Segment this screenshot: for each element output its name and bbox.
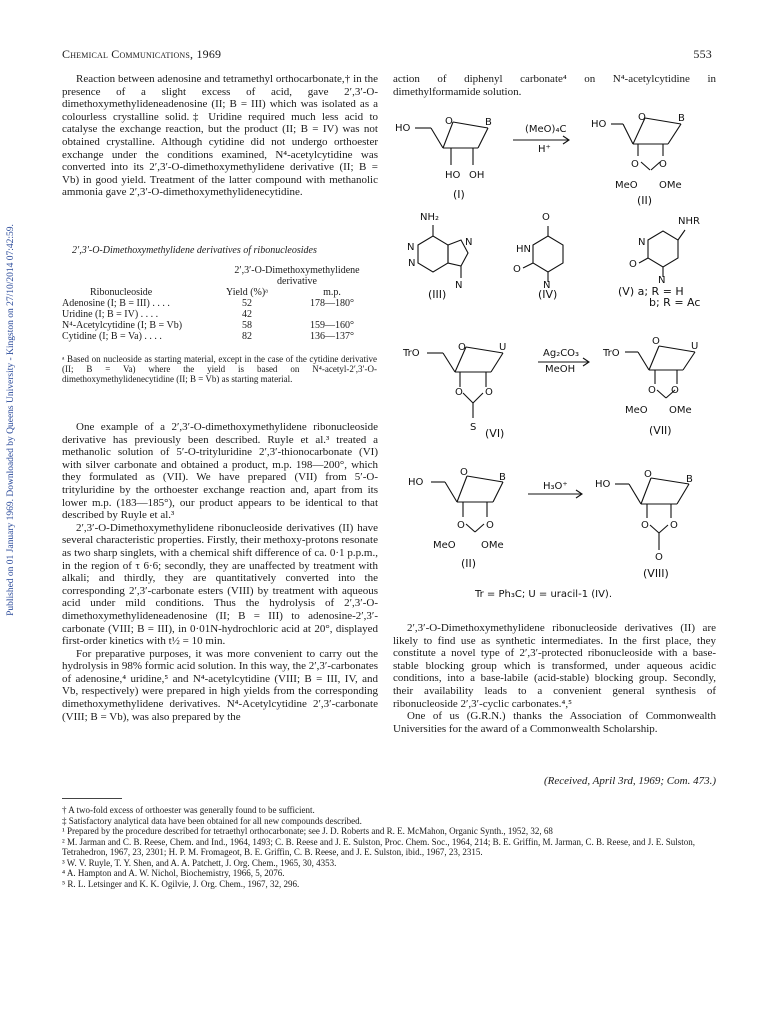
adenine-structure-III: [418, 225, 468, 278]
label-VI: (VI): [485, 427, 505, 440]
nucleoside-structure-I: [415, 122, 488, 165]
page-header: [62, 47, 712, 62]
svg-text:O: O: [457, 520, 465, 531]
label-Vb: b; R = Ac: [649, 296, 701, 309]
table-cell: N⁴-Acetylcytidine (I; B = Vb): [62, 320, 183, 331]
reagent-orthocarbonate: (MeO)₄C: [525, 124, 567, 135]
svg-text:O: O: [671, 385, 679, 396]
svg-text:O: O: [659, 159, 667, 170]
reagent-methanol: MeOH: [545, 364, 576, 375]
svg-text:HO: HO: [591, 119, 607, 130]
svg-text:OH: OH: [469, 170, 485, 181]
svg-text:O: O: [513, 264, 521, 275]
label-IV: (IV): [538, 288, 558, 301]
svg-text:U: U: [499, 342, 507, 353]
footnotes: [62, 805, 716, 889]
svg-text:HO: HO: [595, 479, 611, 490]
svg-text:O: O: [644, 469, 652, 480]
table-cell: 136—137°: [310, 331, 354, 342]
svg-text:MeO: MeO: [615, 180, 638, 191]
svg-text:O: O: [629, 259, 637, 270]
svg-text:MeO: MeO: [625, 405, 648, 416]
footnote: ³ W. V. Ruyle, T. Y. Shen, and A. A. Patchett, J. Org. Chem., 1965, 30, 4353.: [62, 857, 337, 868]
label-Va: (V) a; R = H: [618, 285, 684, 298]
cytosine-structure-V: [639, 230, 685, 277]
table-head-row: [62, 265, 382, 276]
svg-text:B: B: [686, 474, 693, 485]
svg-text:O: O: [460, 467, 468, 478]
table-cell: Cytidine (I; B = Va) . . . .: [62, 331, 162, 342]
svg-text:N: N: [658, 275, 666, 286]
table-group-head: derivative: [277, 276, 317, 287]
footnote: † A two-fold excess of orthoester was generally found to be sufficient.: [62, 805, 315, 815]
label-II-row4: (II): [461, 557, 477, 570]
right-column-body: [393, 622, 716, 735]
svg-text:TrO: TrO: [603, 348, 620, 359]
paragraph: 2′,3′-O-Dimethoxymethylidene ribonucleoside derivatives (II) have several characteristic properties. Firstly, their methoxy-protons resonate as two sharp singlets, with a chemical shift difference of ca. 0·1 p.p.m., in the region of τ 6·6; secondly, they are unaffected by treatment with alkali; and thirdly, they are quantitatively converted into the corresponding 2′,3′-carbonate esters (VIII) by treatment with aqueous acid under mild conditions. Thus the hydrolysis of 2′,3′-O-dimethoxymethylideneadenosine (II; B = III) to adenosine-2′,3′-carbonate (VIII; B = III), in 0·01N-hydrochloric acid at 20°, displayed first-order kinetics with t½ = 10 min.: [62, 521, 378, 648]
svg-text:N: N: [638, 237, 646, 248]
svg-text:O: O: [445, 116, 453, 127]
column-header: Ribonucleoside: [90, 287, 153, 298]
table-cell: 52: [242, 298, 252, 309]
structure-VII: [625, 346, 695, 398]
nucleoside-structure-II: [611, 118, 681, 170]
label-II: (II): [637, 194, 653, 207]
table-group-head: 2′,3′-O-Dimethoxymethylidene: [234, 265, 360, 276]
page-number: 553: [693, 47, 712, 61]
svg-text:N: N: [455, 280, 463, 291]
label-VII: (VII): [649, 424, 672, 437]
column-header: m.p.: [323, 287, 341, 298]
label-VIII: (VIII): [643, 567, 669, 580]
label-III: (III): [428, 288, 447, 301]
table-row: [62, 309, 382, 320]
svg-text:O: O: [655, 552, 663, 563]
svg-text:S: S: [470, 422, 477, 433]
journal-title: Chemical Communications, 1969: [62, 47, 222, 61]
thionocarbonate-structure-VI: [427, 347, 503, 418]
footnote: ‡ Satisfactory analytical data have been obtained for all new compounds described.: [62, 815, 362, 826]
svg-text:NHR: NHR: [678, 216, 700, 227]
table-cell: [282, 309, 382, 320]
left-column-intro: [62, 73, 378, 199]
svg-text:HN: HN: [516, 244, 531, 255]
svg-text:O: O: [542, 212, 550, 223]
svg-text:B: B: [485, 117, 492, 128]
svg-text:O: O: [641, 520, 649, 531]
svg-text:N: N: [465, 237, 473, 248]
table-head-row: [62, 276, 382, 287]
svg-text:MeO: MeO: [433, 540, 456, 551]
svg-text:O: O: [631, 159, 639, 170]
table-footnote: ᵃ Based on nucleoside as starting material, except in the case of the cytidine derivative (II; B = Va) where the yield is based on N⁴-acetyl-2′,3′-O-dimethoxymethylidenecytidine (II; B = Vb) as starting material.: [62, 354, 377, 384]
table-cell: 178—180°: [310, 298, 354, 309]
right-column-intro: [393, 73, 716, 98]
table-cell: 159—160°: [310, 320, 354, 331]
svg-text:B: B: [678, 113, 685, 124]
publication-sidebar: [4, 200, 18, 640]
carbonate-structure-VIII: [615, 478, 689, 550]
svg-text:O: O: [455, 387, 463, 398]
reagent-silver-carbonate: Ag₂CO₃: [543, 348, 580, 359]
svg-text:O: O: [648, 385, 656, 396]
svg-text:O: O: [485, 387, 493, 398]
svg-text:N: N: [408, 258, 416, 269]
table-head-row: [62, 287, 382, 298]
reaction-scheme: [393, 100, 716, 605]
svg-text:HO: HO: [395, 123, 411, 134]
paragraph: 2′,3′-O-Dimethoxymethylidene ribonucleoside derivatives (II) are likely to find use as synthetic intermediates. In the first place, they constitute a novel type of 2′,3′-protected ribonucleoside with a base-stable blocking group which is transformed, under aqueous acidic conditions, into a base-labile (acid-stable) blocking group. Secondly, their availability leads to a convenient general synthesis of ribonucleoside 2′,3′-cyclic carbonates.⁴,⁵: [393, 622, 716, 710]
svg-text:B: B: [499, 472, 506, 483]
reagent-hydronium: H₃O⁺: [543, 481, 568, 492]
footnote: ⁵ R. L. Letsinger and K. K. Ogilvie, J. Org. Chem., 1967, 32, 296.: [62, 878, 300, 889]
table-cell: 58: [242, 320, 252, 331]
table-row: [62, 320, 382, 331]
scheme-caption: Tr = Ph₃C; U = uracil-1 (IV).: [475, 589, 613, 600]
footnote: ⁴ A. Hampton and A. W. Nichol, Biochemistry, 1966, 5, 2076.: [62, 868, 285, 878]
paragraph: action of diphenyl carbonate⁴ on N⁴-acetylcytidine in dimethylformamide solution.: [393, 73, 716, 98]
svg-text:N: N: [407, 242, 415, 253]
reagent-acid: H⁺: [538, 144, 551, 155]
table-cell: Adenosine (I; B = III) . . . .: [62, 298, 170, 309]
footnote-divider: [62, 798, 122, 799]
svg-text:TrO: TrO: [403, 348, 420, 359]
column-header: Yield (%)ᵃ: [226, 287, 268, 298]
table-cell: 82: [242, 331, 252, 342]
derivatives-table: [62, 265, 382, 342]
paragraph: For preparative purposes, it was more convenient to carry out the hydrolysis in 98% formic acid solution. In this way, the 2′,3′-carbonates of adenosine,⁴ uridine,⁵ and N⁴-acetylcytidine (VIII; B = III, IV, and Vb, respectively) were prepared in high yields from the corresponding dimethoxymethylidene derivatives. N⁴-Acetylcytidine 2′,3′-carbonate (VIII; B = Vb), was also prepared by the: [62, 647, 379, 723]
svg-text:HO: HO: [445, 170, 461, 181]
svg-text:N: N: [543, 280, 551, 291]
table-cell: Uridine (I; B = IV) . . . .: [62, 309, 159, 320]
svg-text:O: O: [652, 336, 660, 347]
svg-text:NH₂: NH₂: [420, 212, 440, 223]
svg-text:O: O: [486, 520, 494, 531]
svg-text:OMe: OMe: [481, 540, 504, 551]
table-cell: 42: [242, 309, 252, 320]
left-column-body: [62, 421, 378, 723]
received-date: (Received, April 3rd, 1969; Com. 473.): [544, 775, 716, 787]
table-row: [62, 331, 382, 342]
svg-text:O: O: [458, 342, 466, 353]
paragraph: One of us (G.R.N.) thanks the Association of Commonwealth Universities for the award of a Commonwealth Scholarship.: [393, 710, 716, 735]
svg-text:OMe: OMe: [659, 180, 682, 191]
footnote: ¹ Prepared by the procedure described for tetraethyl orthocarbonate; see J. D. Roberts and R. E. McMahon, Organic Synth., 1952, 32, 68: [62, 826, 553, 836]
paragraph: One example of a 2′,3′-O-dimethoxymethylidene ribonucleoside derivative has previously been described. Ruyle et al.³ treated a methanolic solution of 5′-O-trityluridine 2′,3′-thionocarbonate (VI) with silver carbonate and obtained a product, m.p. 198—200°, which they formulated as (VII). We have prepared (VII) from 5′-O-trityluridine by the orthoester exchange reaction and, apart from its lower m.p. (183—185°), our product appears to be identical to that described by Ruyle et al.³: [62, 421, 378, 522]
svg-text:U: U: [691, 341, 699, 352]
svg-text:O: O: [670, 520, 678, 531]
table-title: 2′,3′-O-Dimethoxymethylidene derivatives of ribonucleosides: [72, 245, 317, 256]
svg-text:HO: HO: [408, 477, 424, 488]
footnote: ² M. Jarman and C. B. Reese, Chem. and Ind., 1964, 1493; C. B. Reese and J. E. Sulston, Proc. Chem. Soc., 1964, 214; B. E. Griffin, M. Jarman, C. B. Reese, and J. E. Sulston, Tetrahedron, 1967, 23, 2301; H. P. M. Fromageot, B. E. Griffin, C. B. Reese, and J. E. Sulston, ibid., 1967, 23, 2315.: [62, 836, 695, 857]
label-I: (I): [453, 188, 465, 201]
paragraph: Reaction between adenosine and tetramethyl orthocarbonate,† in the presence of a slight excess of acid, gave 2′,3′-O-dimethoxymethylideneadenosine (II; B = III) which was isolated as a colourless crystalline solid.‡ Uridine required much less acid to catalyse the exchange reaction, but the product (II; B = IV) was not obtained crystalline. Although cytidine did not undergo orthoester exchange under the conditions examined, N⁴-acetylcytidine was converted into its 2′,3′-O-dimethoxymethylidene derivative (II; B = Vb) in good yield. Treatment of the latter compound with methanolic ammonia gave 2′,3′-O-dimethoxymethylidenecytidine.: [62, 73, 378, 199]
svg-text:O: O: [638, 112, 646, 123]
table-row: [62, 298, 382, 309]
download-notice: Published on 01 January 1969. Downloaded by Queens University - Kingston on 27/10/2014 07:42:59.: [6, 224, 16, 616]
svg-text:OMe: OMe: [669, 405, 692, 416]
